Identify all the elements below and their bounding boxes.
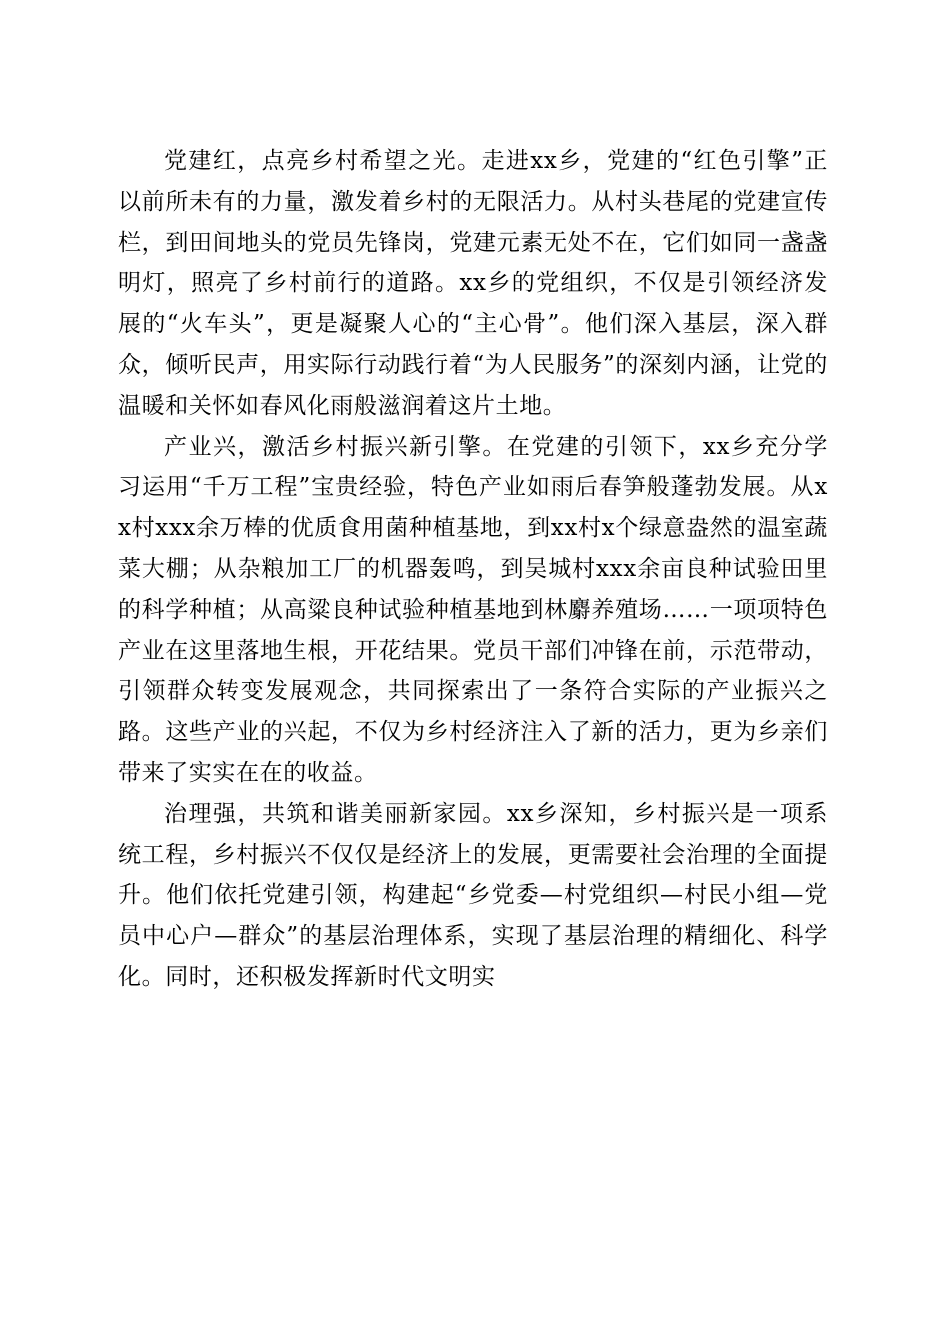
paragraph-party-building: 党建红，点亮乡村希望之光。走进xx乡，党建的“红色引擎”正以前所未有的力量，激发着乡村的无限活力。从村头巷尾的党建宣传栏，到田间地头的党员先锋岗，党建元素无处不在，它们如同一盏盏明灯，照亮了乡村前行的道路。xx乡的党组织，不仅是引领经济发展的“火车头”，更是凝聚人心的“主心骨”。他们深入基层，深入群众，倾听民声，用实际行动践行着“为人民服务”的深刻内涵，让党的温暖和关怀如春风化雨般滋润着这片土地。	[118, 148, 828, 419]
paragraph-industry: 产业兴，激活乡村振兴新引擎。在党建的引领下，xx乡充分学习运用“千万工程”宝贵经验，特色产业如雨后春笋般蓬勃发展。从xx村xxx余万棒的优质食用菌种植基地，到xx村x个绿意盎然的温室蔬菜大棚；从杂粮加工厂的机器轰鸣，到吴城村xxx余亩良种试验田里的科学种植；从高粱良种试验种植基地到林麝养殖场……一项项特色产业在这里落地生根，开花结果。党员干部们冲锋在前，示范带动，引领群众转变发展观念，共同探索出了一条符合实际的产业振兴之路。这些产业的兴起，不仅为乡村经济注入了新的活力，更为乡亲们带来了实实在在的收益。	[118, 433, 828, 786]
document-body	[118, 141, 828, 998]
paragraph-governance: 治理强，共筑和谐美丽新家园。xx乡深知，乡村振兴是一项系统工程，乡村振兴不仅仅是经济上的发展，更需要社会治理的全面提升。他们依托党建引领，构建起“乡党委—村党组织—村民小组—党员中心户—群众”的基层治理体系，实现了基层治理的精细化、科学化。同时，还积极发挥新时代文明实	[118, 800, 828, 990]
